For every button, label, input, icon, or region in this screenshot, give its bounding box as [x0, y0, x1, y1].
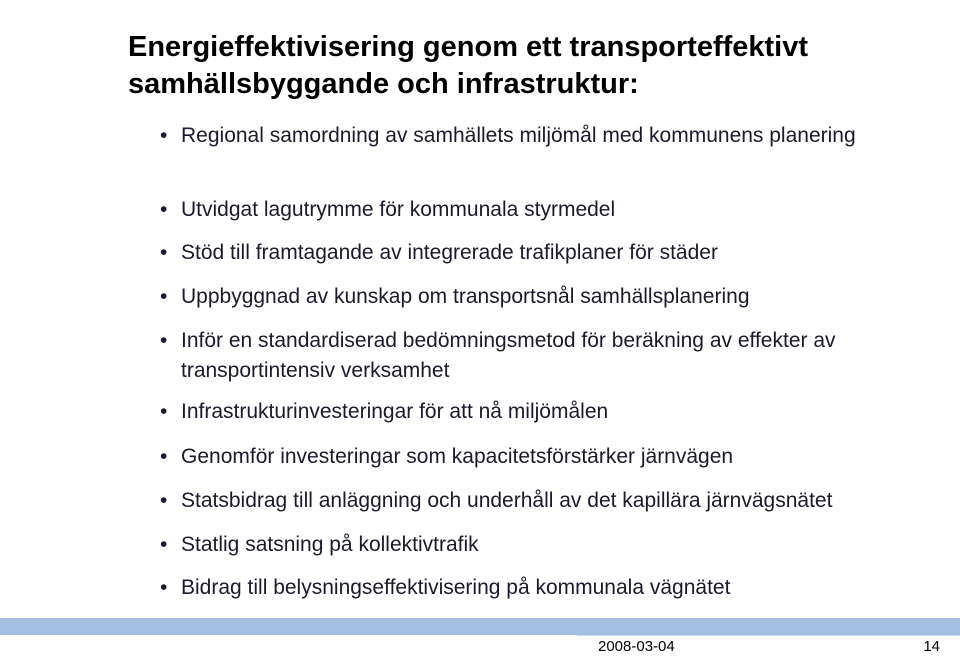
bullet-icon: • [160, 285, 168, 308]
list-item-text: Utvidgat lagutrymme för kommunala styrmedel [181, 198, 616, 221]
list-item-text: Statsbidrag till anläggning och underhåll av det kapillära järnvägsnätet [181, 489, 833, 512]
list-item-text: Uppbyggnad av kunskap om transportsnål samhällsplanering [181, 285, 750, 308]
list-item-text: Statlig satsning på kollektivtrafik [181, 533, 479, 556]
slide-title: Energieffektivisering genom ett transporteffektivt samhällsbyggande och infrastruktur: [128, 31, 809, 100]
bullet-icon: • [160, 400, 168, 423]
footer-date: 2008-03-04 [598, 638, 675, 655]
bullet-icon: • [160, 533, 168, 556]
bullet-icon: • [160, 576, 168, 599]
bullet-icon: • [160, 241, 168, 264]
list-item-text: Regional samordning av samhällets miljömål med kommunens planering [181, 124, 856, 147]
bullet-icon: • [160, 445, 168, 468]
footer-divider [577, 635, 960, 636]
list-item-text: Stöd till framtagande av integrerade trafikplaner för städer [181, 241, 718, 264]
bullet-icon: • [160, 329, 168, 352]
bullet-icon: • [160, 198, 168, 221]
list-item-text: Infrastrukturinvesteringar för att nå miljömålen [181, 400, 609, 423]
bullet-icon: • [160, 124, 168, 147]
list-item-text: Bidrag till belysningseffektivisering på kommunala vägnätet [181, 576, 731, 599]
list-item-text: Genomför investeringar som kapacitetsförstärker järnvägen [181, 445, 734, 468]
page-number: 14 [923, 638, 940, 655]
list-item-text: Inför en standardiserad bedömningsmetod för beräkning av effekter av transportintensiv verksamhet [181, 329, 836, 382]
footer-bar [0, 618, 960, 635]
bullet-icon: • [160, 489, 168, 512]
